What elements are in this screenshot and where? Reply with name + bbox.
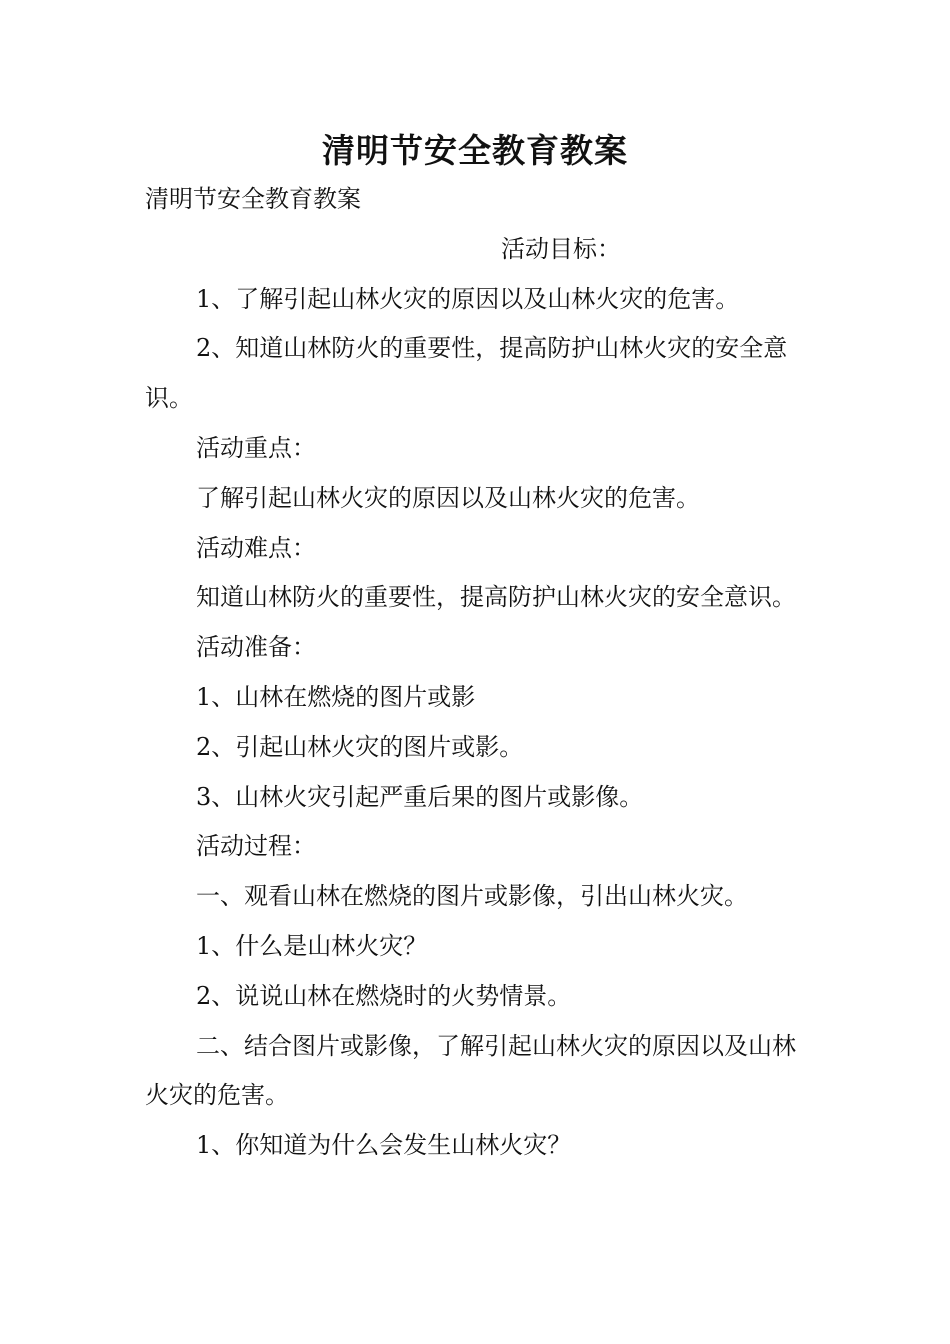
goal-item-2: 2、知道山林防火的重要性，提高防护山林火灾的安全意识。 [145,334,788,413]
subtitle-line: 清明节安全教育教案 [145,185,361,213]
section-heading-key-points: 活动重点： [196,433,316,462]
section-heading-process: 活动过程： [196,832,316,861]
section-heading-difficulties: 活动难点： [196,533,316,562]
process-step-2-item-1: 1、你知道为什么会发生山林火灾？ [196,1131,572,1160]
document-body [145,175,810,1171]
process-step-1: 一、观看山林在燃烧的图片或影像，引出山林火灾。 [196,882,748,911]
goal-item-1: 1、了解引起山林火灾的原因以及山林火灾的危害。 [196,284,740,313]
key-point-text: 了解引起山林火灾的原因以及山林火灾的危害。 [196,483,700,512]
section-heading-preparation: 活动准备： [196,633,316,662]
difficulty-text: 知道山林防火的重要性，提高防护山林火灾的安全意识。 [196,583,796,612]
process-step-1-item-2: 2、说说山林在燃烧时的火势情景。 [196,981,572,1010]
preparation-item-1: 1、山林在燃烧的图片或影 [196,682,476,711]
section-heading-goals: 活动目标： [501,234,621,263]
preparation-item-2: 2、引起山林火灾的图片或影。 [196,732,524,761]
preparation-item-3: 3、山林火灾引起严重后果的图片或影像。 [196,782,644,811]
process-step-2: 二、结合图片或影像，了解引起山林火灾的原因以及山林火灾的危害。 [145,1031,796,1110]
document-title: 清明节安全教育教案 [322,131,628,170]
process-step-1-item-1: 1、什么是山林火灾？ [196,931,428,960]
